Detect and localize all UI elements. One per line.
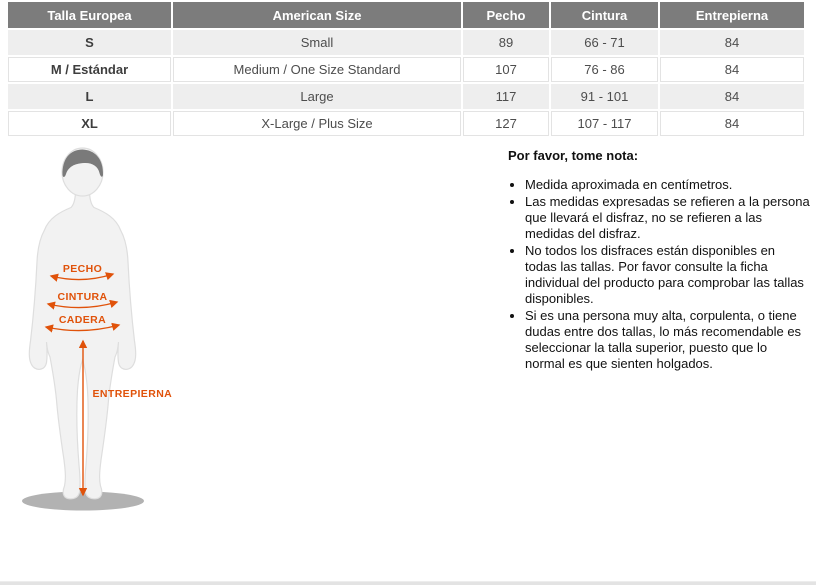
notes-section xyxy=(508,147,810,373)
bottom-divider xyxy=(0,581,816,585)
table-cell: 84 xyxy=(660,57,804,82)
waist-label: CINTURA xyxy=(57,291,108,303)
column-header-talla-europea: Talla Europea xyxy=(8,2,171,28)
table-cell: Medium / One Size Standard xyxy=(173,57,461,82)
table-cell: M / Estándar xyxy=(8,57,171,82)
note-item: • Si es una persona muy alta, corpulenta, o tiene dudas entre dos tallas, lo más recomendable es seleccionar la talla superior, puesto que lo normal es que sienten holgados. xyxy=(525,308,810,372)
table-cell: 84 xyxy=(660,30,804,55)
table-cell: 91 - 101 xyxy=(551,84,658,109)
hip-label: CADERA xyxy=(58,314,107,326)
size-chart-table xyxy=(6,0,806,138)
table-row-l xyxy=(8,84,804,109)
table-cell: 127 xyxy=(463,111,549,136)
note-item: • No todos los disfraces están disponibles en todas las tallas. Por favor consulte la ficha individual del producto para comprobar las tallas disponibles. xyxy=(525,243,810,307)
table-cell: 66 - 71 xyxy=(551,30,658,55)
table-row-m xyxy=(8,57,804,82)
note-item: • Medida aproximada en centímetros. xyxy=(525,177,810,193)
table-cell: 107 - 117 xyxy=(551,111,658,136)
table-row-xl xyxy=(8,111,804,136)
notes-title: Por favor, tome nota: xyxy=(508,148,639,163)
table-cell: 107 xyxy=(463,57,549,82)
table-cell: X-Large / Plus Size xyxy=(173,111,461,136)
inseam-label: ENTREPIERNA xyxy=(92,388,173,400)
table-cell: XL xyxy=(8,111,171,136)
header-row xyxy=(8,2,804,28)
table-row-s xyxy=(8,30,804,55)
table-cell: 117 xyxy=(463,84,549,109)
table-cell: 84 xyxy=(660,84,804,109)
column-header-american-size: American Size xyxy=(173,2,461,28)
chest-label: PECHO xyxy=(62,263,103,275)
table-cell: L xyxy=(8,84,171,109)
notes-list xyxy=(508,177,810,372)
body-measurement-diagram xyxy=(0,145,210,520)
table-cell: 84 xyxy=(660,111,804,136)
table-cell: 89 xyxy=(463,30,549,55)
column-header-entrepierna: Entrepierna xyxy=(660,2,804,28)
table-cell: 76 - 86 xyxy=(551,57,658,82)
column-header-cintura: Cintura xyxy=(551,2,658,28)
table-cell: S xyxy=(8,30,171,55)
table-cell: Large xyxy=(173,84,461,109)
column-header-pecho: Pecho xyxy=(463,2,549,28)
table-cell: Small xyxy=(173,30,461,55)
note-item: • Las medidas expresadas se refieren a la persona que llevará el disfraz, no se refieren a las medidas del disfraz. xyxy=(525,194,810,242)
